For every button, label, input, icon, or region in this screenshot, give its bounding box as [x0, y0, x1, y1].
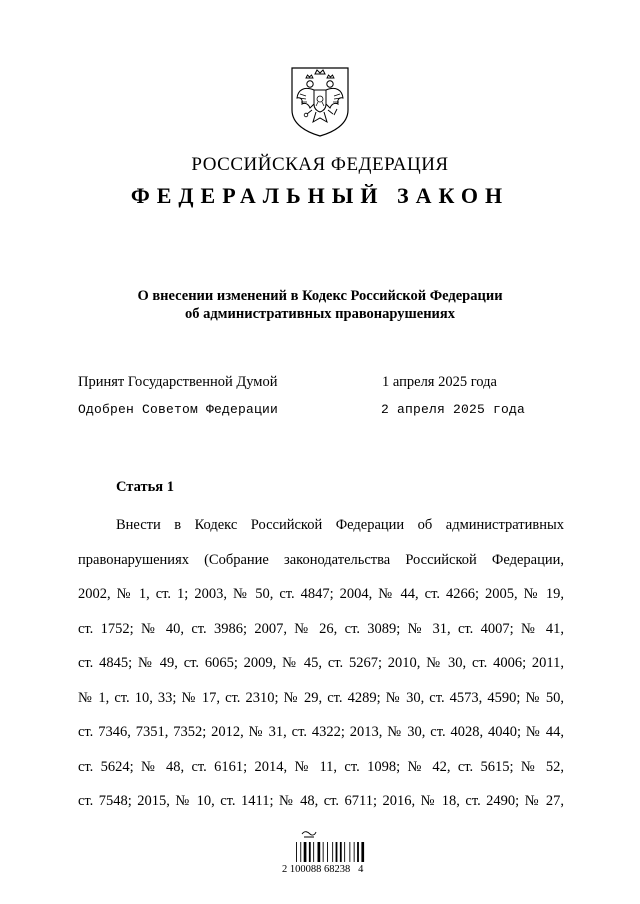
adoption-label: Одобрен Советом Федерации — [78, 402, 279, 417]
adoption-row-council — [78, 402, 526, 417]
body-line: 2002, № 1, ст. 1; 2003, № 50, ст. 4847; 2004, № 44, ст. 4266; 2005, № 19, — [78, 586, 564, 602]
adoption-date: 2 апреля 2025 года — [381, 402, 526, 417]
coat-of-arms-icon — [288, 64, 352, 138]
body-line: № 1, ст. 10, 33; № 17, ст. 2310; № 29, ст. 4289; № 30, ст. 4573, 4590; № 50, — [78, 689, 564, 706]
body-line: правонарушениях (Собрание законодательства Российской Федерации, — [78, 551, 564, 568]
body-line: ст. 7346, 7351, 7352; 2012, № 31, ст. 4322; 2013, № 30, ст. 4028, 4040; № 44, — [78, 724, 564, 740]
body-line: ст. 7548; 2015, № 10, ст. 1411; № 48, ст. 6711; 2016, № 18, ст. 2490; № 27, — [78, 793, 564, 809]
barcode-number: 2 100088 68238 4 — [282, 864, 364, 875]
adoption-date: 1 апреля 2025 года — [382, 374, 497, 390]
law-title-line: О внесении изменений в Кодекс Российской Федерации — [137, 288, 503, 304]
adoption-label: Принят Государственной Думой — [78, 374, 278, 390]
document-type-heading: ФЕДЕРАЛЬНЫЙ ЗАКОН — [130, 183, 510, 208]
body-line: Внести в Кодекс Российской Федерации об административных — [116, 517, 564, 533]
body-line: ст. 4845; № 49, ст. 6065; 2009, № 45, ст. 5267; 2010, № 30, ст. 4006; 2011, — [78, 655, 564, 671]
law-title — [0, 287, 640, 323]
article-body — [78, 508, 564, 819]
article-heading: Статья 1 — [116, 479, 174, 495]
law-title-line: об административных правонарушениях — [184, 306, 456, 322]
body-line: ст. 1752; № 40, ст. 3986; 2007, № 26, ст. 3089; № 31, ст. 4007; № 41, — [78, 620, 564, 637]
adoption-row-duma — [78, 374, 497, 391]
country-heading: РОССИЙСКАЯ ФЕДЕРАЦИЯ — [191, 154, 449, 175]
body-line: ст. 5624; № 48, ст. 6161; 2014, № 11, ст. 1098; № 42, ст. 5615; № 52, — [78, 758, 564, 775]
